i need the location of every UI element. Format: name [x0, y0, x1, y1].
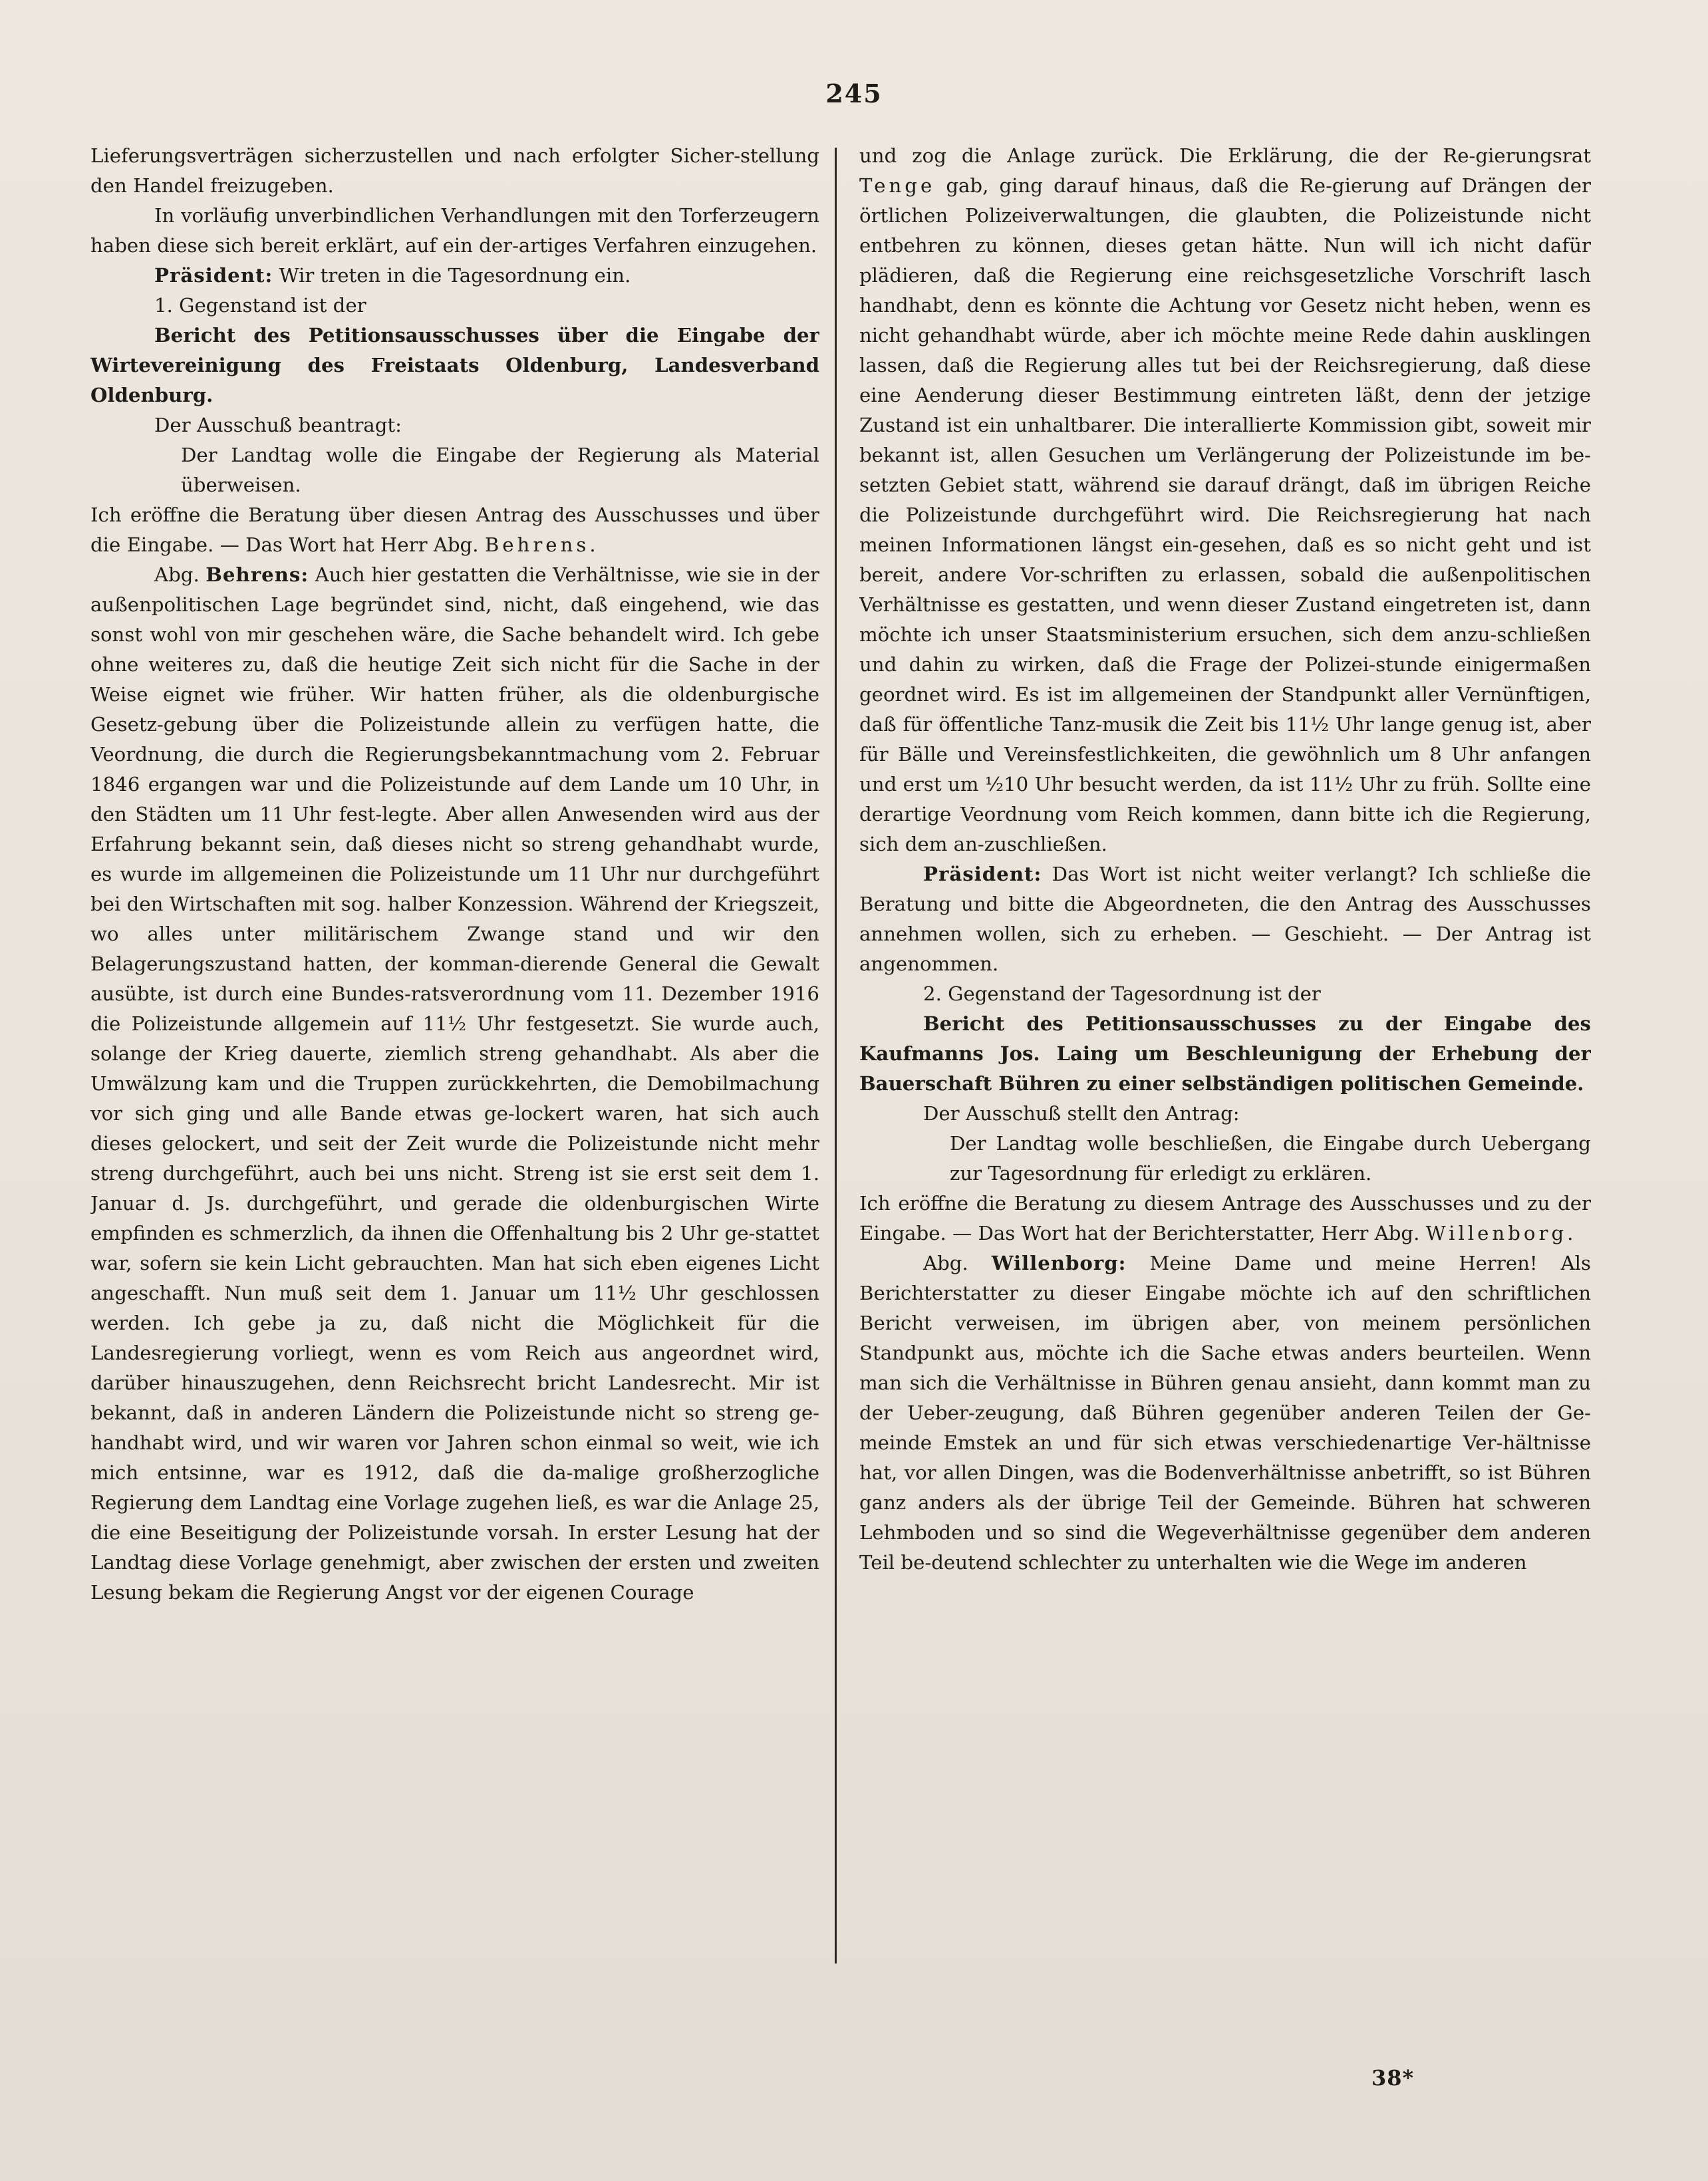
speaker-name: Willenborg. — [1425, 1222, 1577, 1244]
speaker-name: Willenborg: — [991, 1252, 1127, 1274]
motion-text: Der Landtag wolle die Eingabe der Regierung als Material überweisen. — [181, 444, 819, 496]
paragraph: Abg. Willenborg: Meine Dame und meine Herren! Als Berichterstatter zu dieser Eingabe möchte ich auf den schriftlichen Bericht verweisen, im übrigen aber, von meinem persönlichen Standpunkt aus, möchte ich die Sache etwas anders beurteilen. Wenn man sich die Verhältnisse in Bühren genau ansieht, dann kommt man zu der Ueber-zeugung, daß Bühren gegenüber anderen Teilen der Ge-meinde Emstek an und für sich etwas verschiedenartige Ver-hältnisse hat, vor allen Dingen, was die Bodenverhältnisse anbetrifft, so ist Bühren ganz anders als der übrige Teil der Gemeinde. Bühren hat schweren Lehmboden und so sind die Wegeverhältnisse gegenüber dem anderen Teil be-deutend schlechter zu unterhalten wie die Wege im anderen — [859, 1252, 1591, 1574]
paragraph: Ich eröffne die Beratung über diesen Antrag des Ausschusses und über die Eingabe. — Das Wort hat Herr Abg. Behrens. — [90, 504, 819, 556]
signature-mark: 38* — [1371, 2065, 1415, 2091]
column-divider — [835, 148, 837, 1963]
motion-text: Der Landtag wolle beschließen, die Eingabe durch Uebergang zur Tagesordnung für erledigt zu erklären. — [950, 1132, 1591, 1185]
speaker-name: Behrens. — [484, 533, 599, 556]
right-column — [859, 141, 1591, 2070]
paragraph: Ich eröffne die Beratung zu diesem Antrage des Ausschusses und zu der Eingabe. — Das Wort hat der Berichterstatter, Herr Abg. Willenborg. — [859, 1192, 1591, 1244]
paragraph: Der Ausschuß stellt den Antrag: — [923, 1102, 1240, 1125]
person-name: Tenge — [859, 174, 936, 197]
speaker-name: Präsident: — [923, 863, 1042, 885]
paragraph: 2. Gegenstand der Tagesordnung ist der — [923, 982, 1321, 1005]
paragraph: Lieferungsverträgen sicherzustellen und nach erfolgter Sicher-stellung den Handel freizugeben. — [90, 144, 819, 197]
left-column — [90, 141, 819, 2070]
speaker-name: Behrens: — [206, 563, 309, 586]
paragraph: 1. Gegenstand ist der — [154, 294, 366, 317]
agenda-item-title: Bericht des Petitionsausschusses über die Eingabe der Wirtevereinigung des Freistaats Oldenburg, Landesverband Oldenburg. — [90, 324, 819, 406]
speaker-name: Präsident: — [154, 264, 273, 287]
paragraph: und zog die Anlage zurück. Die Erklärung, die der Re-gierungsrat Tenge gab, ging darauf hinaus, daß die Re-gierung auf Drängen der örtlichen Polizeiverwaltungen, die glaubten, die Polizeistunde nicht entbehren zu können, dieses getan hätte. Nun will ich nicht dafür plädieren, daß die Regierung eine reichsgesetzliche Vorschrift lasch handhabt, denn es könnte die Achtung vor Gesetz nicht heben, wenn es nicht gehandhabt würde, aber ich möchte meine Rede dahin ausklingen lassen, daß die Regierung alles tut bei der Reichsregierung, daß diese eine Aenderung dieser Bestimmung eintreten läßt, denn der jetzige Zustand ist ein unhaltbarer. Die interallierte Kommission gibt, soweit mir bekannt ist, allen Gesuchen um Verlängerung der Polizeistunde im be-setzten Gebiet statt, während sie darauf drängt, daß im übrigen Reiche die Polizeistunde durchgeführt wird. Die Reichsregierung hat nach meinen Informationen längst ein-gesehen, daß es so nicht geht und ist bereit, andere Vor-schriften zu erlassen, sobald die außenpolitischen Verhältnisse es gestatten, und wenn dieser Zustand eingetreten ist, dann möchte ich unser Staatsministerium ersuchen, sich dem anzu-schließen und dahin zu wirken, daß die Frage der Polizei-stunde einigermaßen geordnet wird. Es ist im allgemeinen der Standpunkt aller Vernünftigen, daß für öffentliche Tanz-musik die Zeit bis 11½ Uhr lange genug ist, aber für Bälle und Vereinsfestlichkeiten, die gewöhnlich um 8 Uhr anfangen und erst um ½10 Uhr besucht werden, da ist 11½ Uhr zu früh. Sollte eine derartige Veordnung vom Reich kommen, dann bitte ich die Regierung, sich dem an-zuschließen. — [859, 144, 1591, 855]
agenda-item-title: Bericht des Petitionsausschusses zu der Eingabe des Kaufmanns Jos. Laing um Beschleunigung der Erhebung der Bauerschaft Bühren zu einer selbständigen politischen Gemeinde. — [859, 1012, 1591, 1095]
paragraph: Präsident: Wir treten in die Tagesordnung ein. — [154, 264, 631, 287]
paragraph: Der Ausschuß beantragt: — [154, 414, 402, 436]
paragraph: In vorläufig unverbindlichen Verhandlungen mit den Torferzeugern haben diese sich bereit erklärt, auf ein der-artiges Verfahren einzugehen. — [90, 204, 819, 257]
page-number: 245 — [825, 78, 883, 108]
paragraph: Präsident: Das Wort ist nicht weiter verlangt? Ich schließe die Beratung und bitte die Abgeordneten, die den Antrag des Ausschusses annehmen wollen, sich zu erheben. — Geschieht. — Der Antrag ist angenommen. — [859, 863, 1591, 975]
paragraph: Abg. Behrens: Auch hier gestatten die Verhältnisse, wie sie in der außenpolitischen Lage begründet sind, nicht, daß eingehend, wie das sonst wohl von mir geschehen wäre, die Sache behandelt wird. Ich gebe ohne weiteres zu, daß die heutige Zeit sich nicht für die Sache in der Weise eignet wie früher. Wir hatten früher, als die oldenburgische Gesetz-gebung über die Polizeistunde allein zu verfügen hatte, die Veordnung, die durch die Regierungsbekanntmachung vom 2. Februar 1846 ergangen war und die Polizeistunde auf dem Lande um 10 Uhr, in den Städten um 11 Uhr fest-legte. Aber allen Anwesenden wird aus der Erfahrung bekannt sein, daß dieses nicht so streng gehandhabt wurde, es wurde im allgemeinen die Polizeistunde um 11 Uhr nur durchgeführt bei den Wirtschaften mit sog. halber Konzession. Während der Kriegszeit, wo alles unter militärischem Zwange stand und wir den Belagerungszustand hatten, der komman-dierende General die Gewalt ausübte, ist durch eine Bundes-ratsverordnung vom 11. Dezember 1916 die Polizeistunde allgemein auf 11½ Uhr festgesetzt. Sie wurde auch, solange der Krieg dauerte, ziemlich streng gehandhabt. Als aber die Umwälzung kam und die Truppen zurückkehrten, die Demobilmachung vor sich ging und alle Bande etwas ge-lockert waren, hat sich auch dieses gelockert, und seit der Zeit wurde die Polizeistunde nicht mehr streng durchgeführt, auch bei uns nicht. Streng ist sie erst seit dem 1. Januar d. Js. durchgeführt, und gerade die oldenburgischen Wirte empfinden es schmerzlich, da ihnen die Offenhaltung bis 2 Uhr ge-stattet war, sofern sie kein Licht gebrauchten. Man hat sich eben eigenes Licht angeschafft. Nun muß seit dem 1. Januar um 11½ Uhr geschlossen werden. Ich gebe ja zu, daß nicht die Möglichkeit für die Landesregierung vorliegt, wenn es vom Reich aus angeordnet wird, darüber hinauszugehen, denn Reichsrecht bricht Landesrecht. Mir ist bekannt, daß in anderen Ländern die Polizeistunde nicht so streng ge-handhabt wird, und wir waren vor Jahren schon einmal so weit, wie ich mich entsinne, war es 1912, daß die da-malige großherzogliche Regierung dem Landtag eine Vorlage zugehen ließ, es war die Anlage 25, die eine Beseitigung der Polizeistunde vorsah. In erster Lesung hat der Landtag diese Vorlage genehmigt, aber zwischen der ersten und zweiten Lesung bekam die Regierung Angst vor der eigenen Courage — [90, 563, 819, 1604]
